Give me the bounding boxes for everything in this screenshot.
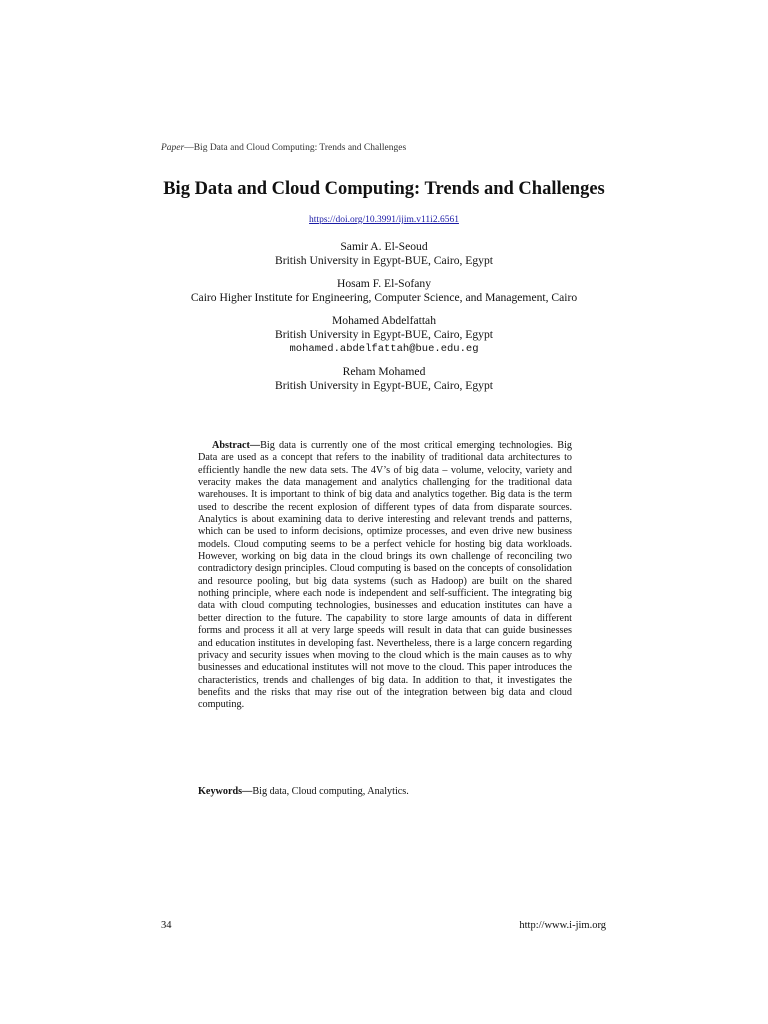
author-affiliation: British University in Egypt-BUE, Cairo, Egypt (274, 254, 493, 267)
author-email: mohamed.abdelfattah@bue.edu.eg (289, 343, 479, 355)
author-name: Mohamed Abdelfattah (332, 314, 436, 327)
doi-line (0, 215, 768, 225)
running-header-label: Paper (161, 143, 185, 153)
author-block (0, 365, 768, 393)
author-affiliation: Cairo Higher Institute for Engineering, Computer Science, and Management, Cairo (190, 291, 578, 304)
running-header-text: —Big Data and Cloud Computing: Trends and Challenges (184, 143, 407, 153)
author-block (0, 240, 768, 268)
keywords-label: Keywords— (198, 786, 253, 797)
author-affiliation: British University in Egypt-BUE, Cairo, Egypt (274, 379, 493, 392)
author-block (0, 314, 768, 356)
paper-title: Big Data and Cloud Computing: Trends and Challenges (163, 179, 605, 199)
abstract-label: Abstract— (212, 440, 261, 451)
author-name: Hosam F. El-Sofany (336, 277, 432, 290)
keywords (198, 786, 572, 797)
abstract-text: Big data is currently one of the most critical emerging technologies. Big Data are used as a concept that refers to the inability of traditional data architectures to efficiently handle the new data sets. The 4V’s of big data – volume, velocity, variety and veracity makes the data management and analytics challenging for the traditional data warehouses. It is important to think of big data and analytics together. Big data is the term used to describe the recent explosion of different types of data from disparate sources. Analytics is about examining data to derive interesting and relevant trends and patterns, which can be used to inform decisions, optimize processes, and even drive new business models. Cloud computing seems to be a perfect vehicle for hosting big data workloads. However, working on big data in the cloud brings its own challenge of reconciling two contradictory design principles. Cloud computing is based on the concepts of consolidation and resource pooling, but big data systems (such as Hadoop) are built on the shared nothing principle, where each node is independent and self-sufficient. The integrating big data with cloud computing technologies, businesses and education institutes can have a better direction to the future. The capability to store large amounts of data in different forms and process it all at very large speeds will result in data that can guide businesses and education institutes in developing fast. Nevertheless, there is a large concern regarding privacy and security issues when moving to the cloud which is the main causes as to why businesses and educational institutes will not move to the cloud. This paper introduces the characteristics, trends and challenges of big data. In addition to that, it investigates the benefits and the risks that may rise out of the integration between big data and cloud computing. (198, 440, 572, 711)
journal-url: http://www.i-jim.org (519, 920, 606, 931)
author-list (0, 240, 768, 402)
author-name: Samir A. El-Seoud (340, 240, 428, 253)
abstract (198, 440, 572, 712)
author-block (0, 277, 768, 305)
page-number: 34 (161, 920, 172, 931)
running-header (161, 143, 406, 153)
author-name: Reham Mohamed (342, 365, 426, 378)
keywords-text: Big data, Cloud computing, Analytics. (252, 786, 409, 797)
doi-link[interactable]: https://doi.org/10.3991/ijim.v11i2.6561 (309, 215, 459, 225)
author-affiliation: British University in Egypt-BUE, Cairo, Egypt (274, 328, 493, 341)
